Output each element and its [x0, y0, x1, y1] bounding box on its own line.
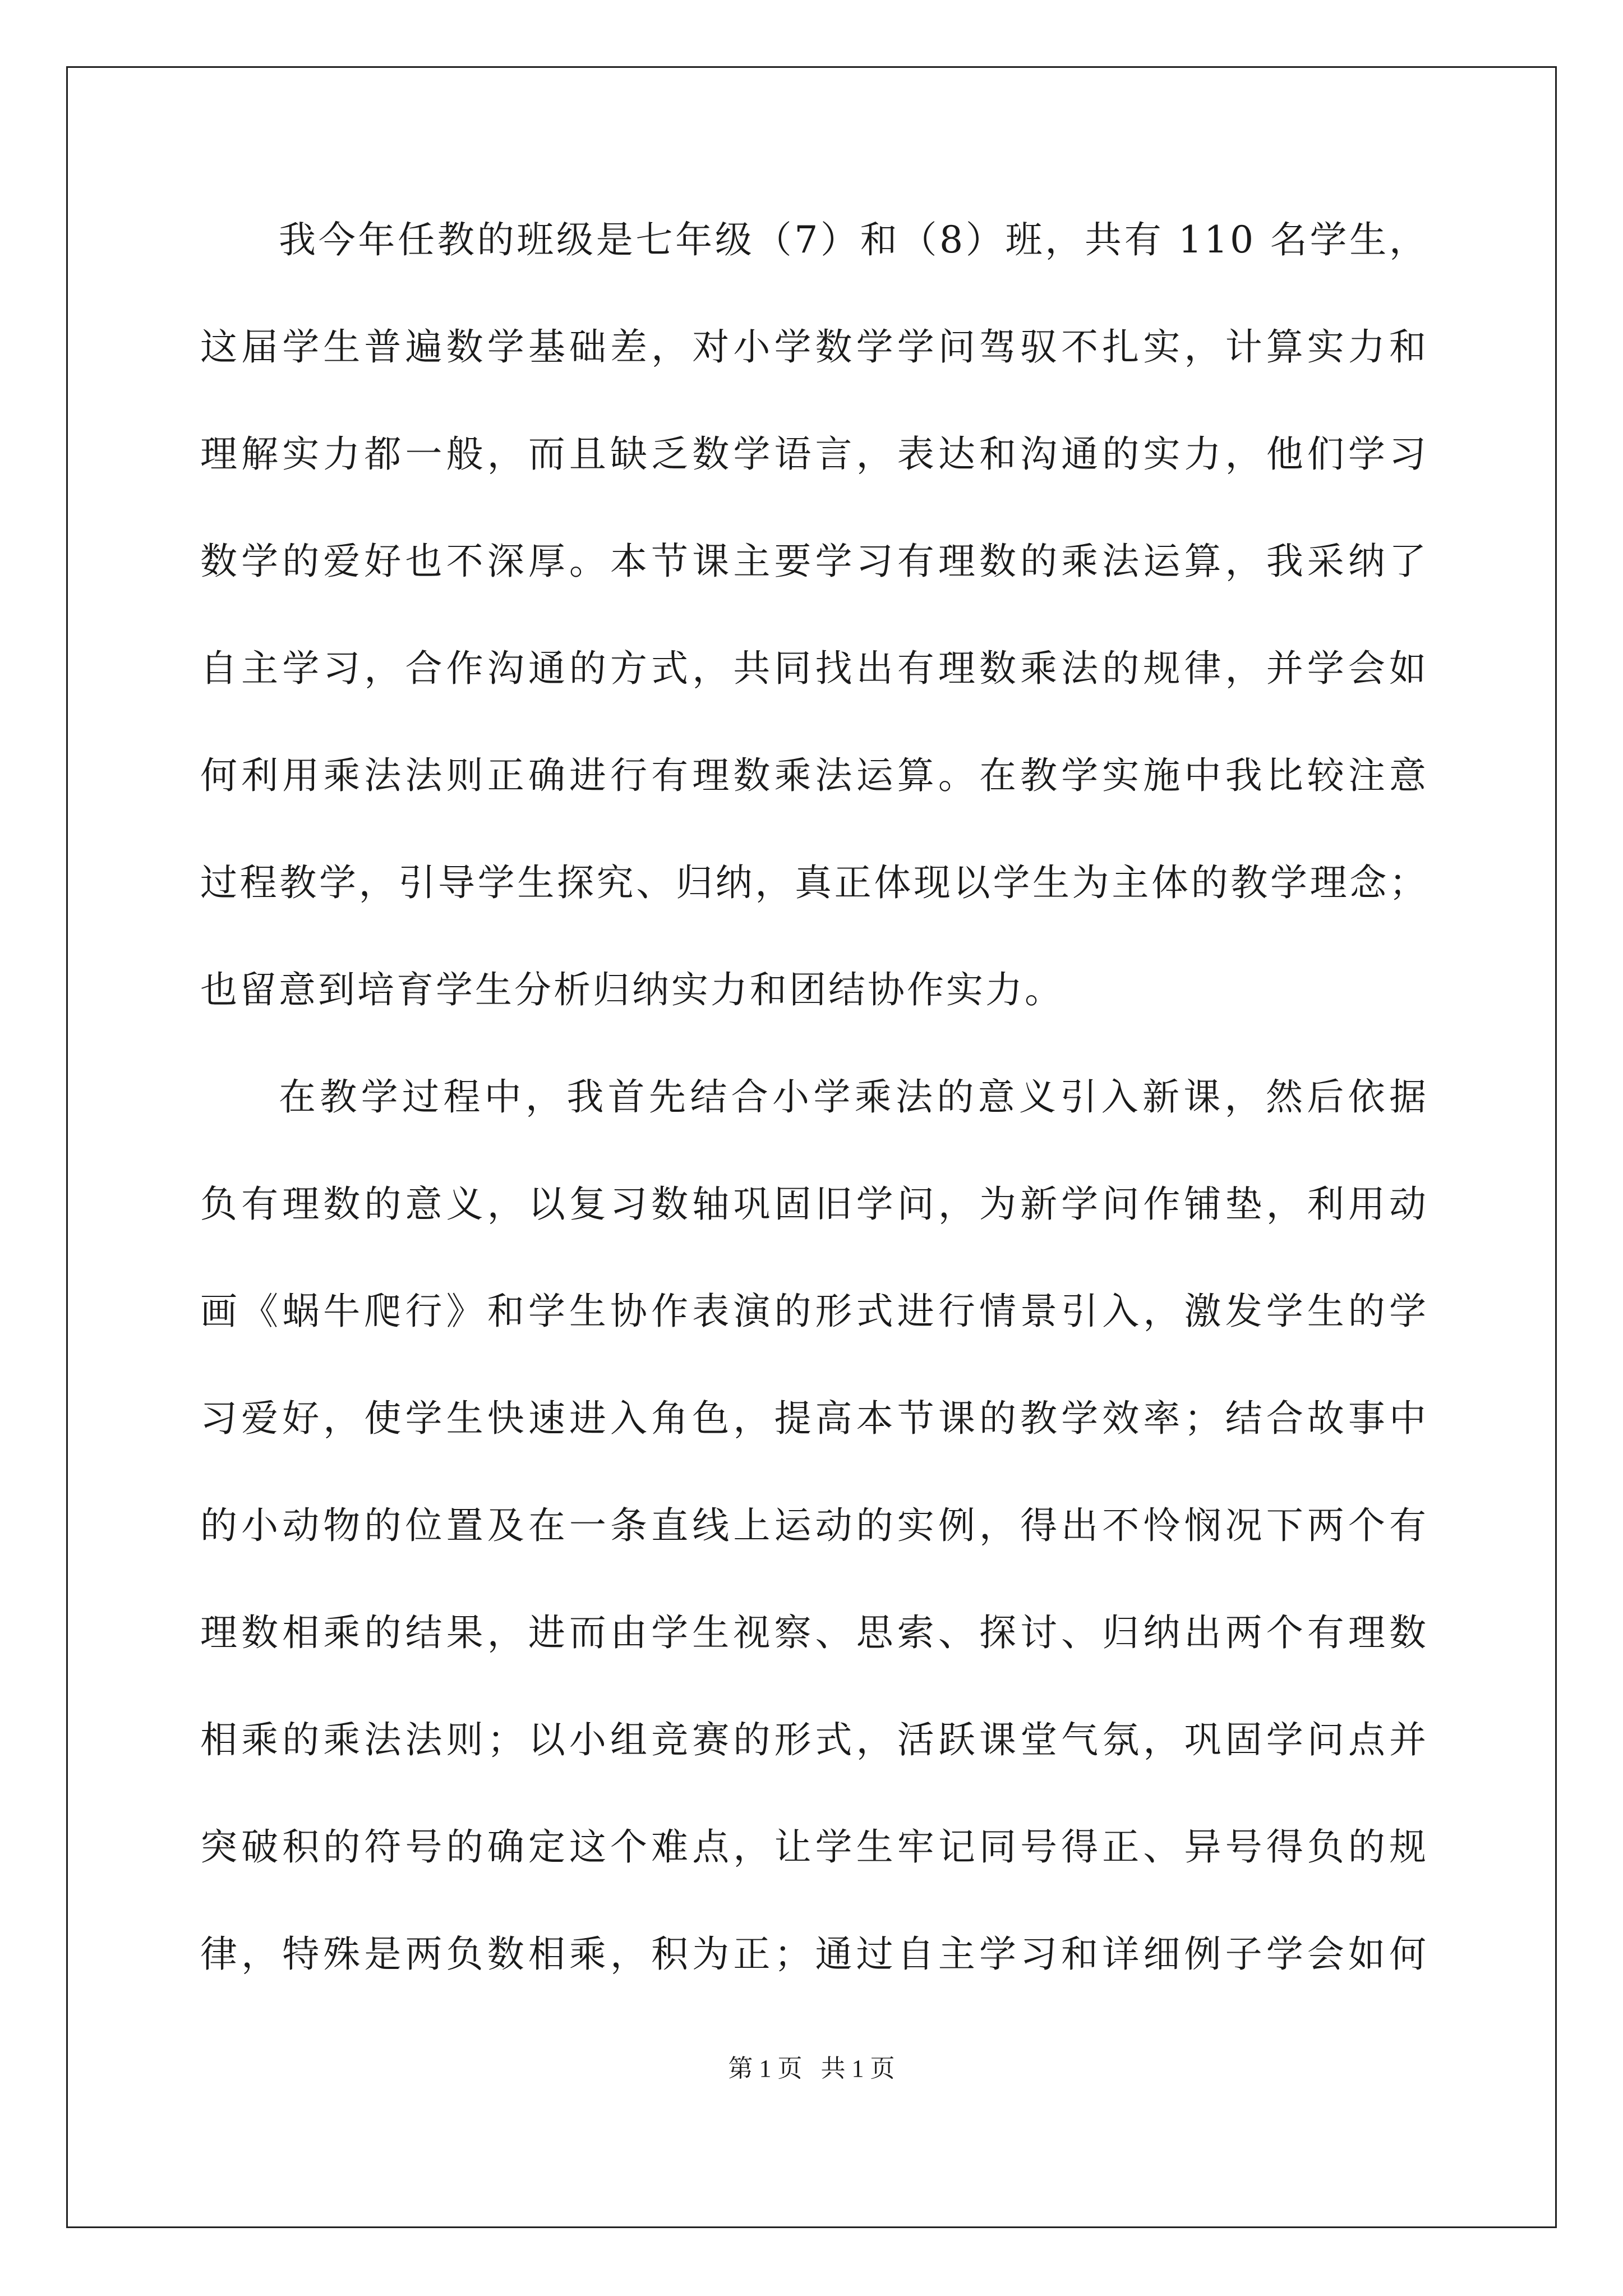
document-body: [200, 213, 1428, 2035]
paragraph-2-line-7: 相乘的乘法法则；以小组竞赛的形式，活跃课堂气氛，巩固学问点并: [200, 1718, 1428, 1761]
paragraph-2-line-5: 的小动物的位置及在一条直线上运动的实例，得出不怜悯况下两个有: [200, 1504, 1428, 1547]
page-number-footer: 第 1 页 共 1 页: [728, 2055, 895, 2082]
paragraph-1-line-5: 自主学习，合作沟通的方式，共同找出有理数乘法的规律，并学会如: [200, 647, 1428, 690]
paragraph-2-line-9: 律，特殊是两负数相乘，积为正；通过自主学习和详细例子学会如何: [200, 1932, 1428, 1976]
paragraph-2-line-8: 突破积的符号的确定这个难点，让学生牢记同号得正、异号得负的规: [200, 1825, 1428, 1869]
paragraph-1-line-6: 何利用乘法法则正确进行有理数乘法运算。在教学实施中我比较注意: [200, 754, 1428, 797]
paragraph-2-line-4: 习爱好，使学生快速进入角色，提高本节课的教学效率；结合故事中: [200, 1397, 1428, 1440]
paragraph-1-line-8: 也留意到培育学生分析归纳实力和团结协作实力。: [200, 968, 1064, 1011]
paragraph-1-line-3: 理解实力都一般，而且缺乏数学语言，表达和沟通的实力，他们学习: [200, 432, 1428, 476]
paragraph-1-line-1: 我今年任教的班级是七年级（7）和（8）班，共有 110 名学生，: [279, 218, 1428, 261]
paragraph-2-line-3: 画《蜗牛爬行》和学生协作表演的形式进行情景引入，激发学生的学: [200, 1290, 1428, 1333]
paragraph-2-line-1: 在教学过程中，我首先结合小学乘法的意义引入新课，然后依据: [279, 1075, 1428, 1119]
paragraph-1-line-7: 过程教学，引导学生探究、归纳，真正体现以学生为主体的教学理念；: [200, 861, 1428, 904]
paragraph-1-line-2: 这届学生普遍数学基础差，对小学数学学问驾驭不扎实，计算实力和: [200, 325, 1428, 369]
paragraph-1-line-4: 数学的爱好也不深厚。本节课主要学习有理数的乘法运算，我采纳了: [200, 540, 1428, 583]
paragraph-2-line-2: 负有理数的意义，以复习数轴巩固旧学问，为新学问作铺垫，利用动: [200, 1182, 1428, 1226]
paragraph-2-line-6: 理数相乘的结果，进而由学生视察、思索、探讨、归纳出两个有理数: [200, 1611, 1428, 1654]
